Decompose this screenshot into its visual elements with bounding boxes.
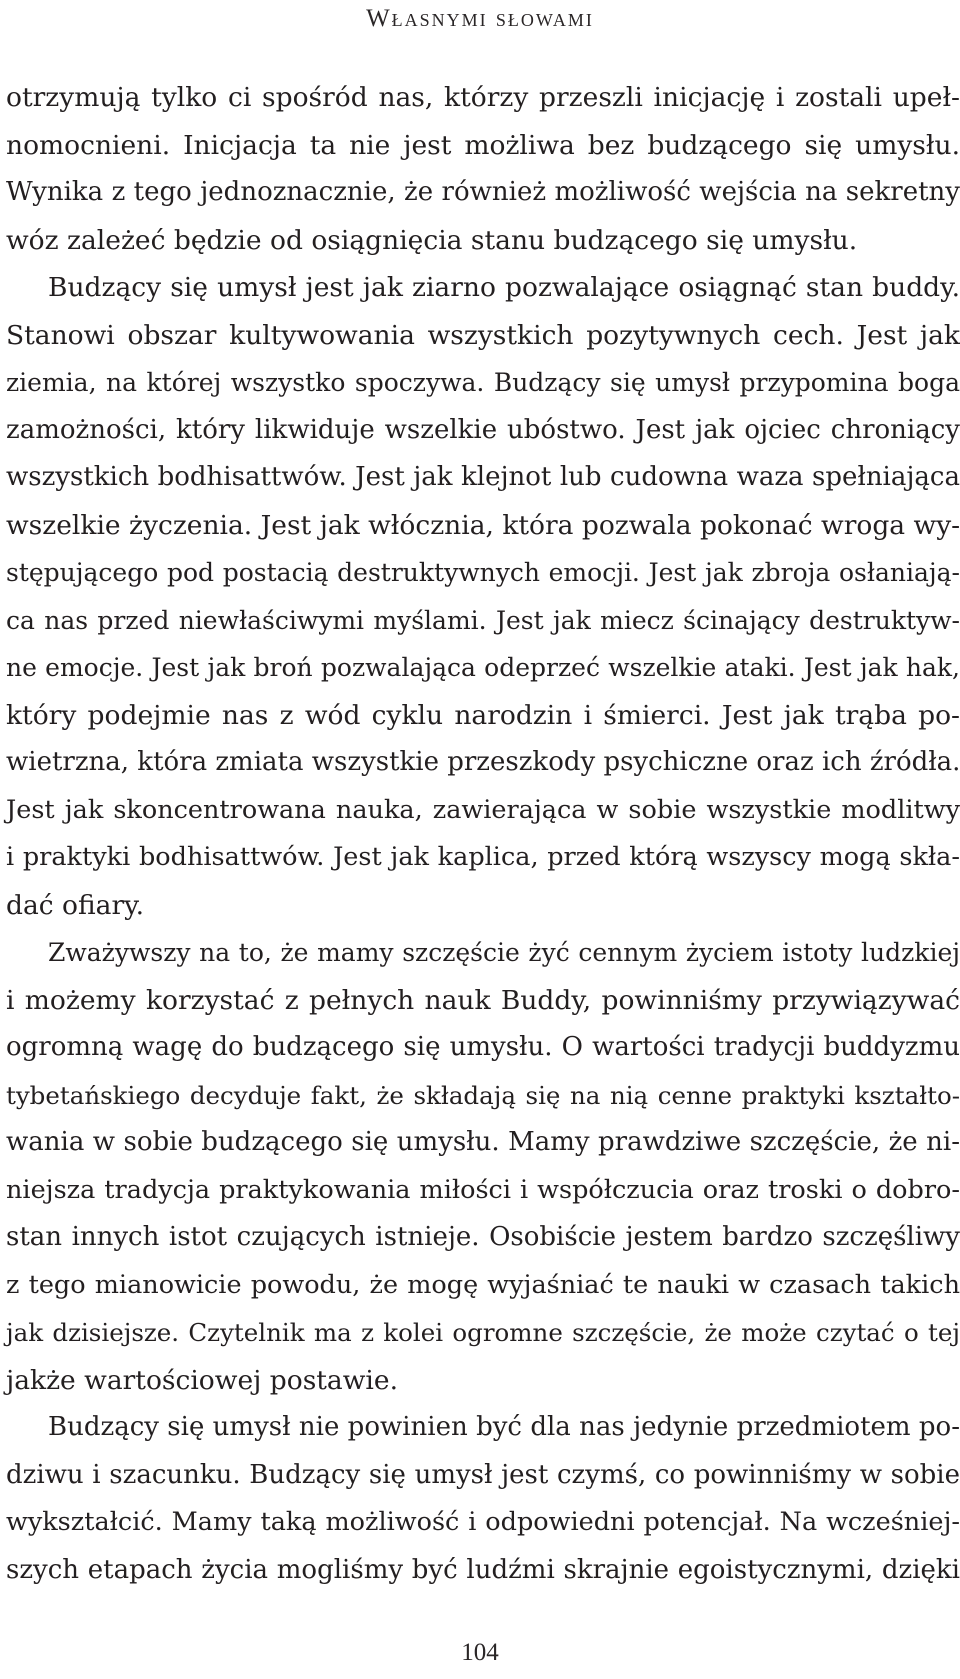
body-text bbox=[6, 74, 960, 1594]
text-line: nomocnieni. Inicjacja ta nie jest możliwa bez budzącego się umysłu. bbox=[6, 129, 960, 161]
running-header: Własnymi słowami bbox=[366, 5, 594, 32]
text-line: zamożności, który likwiduje wszelkie ubóstwo. Jest jak ojciec chroniący bbox=[6, 414, 960, 445]
text-line: dziwu i szacunku. Budzący się umysł jest czymś, co powinniśmy w sobie bbox=[6, 1459, 960, 1490]
text-line: Stanowi obszar kultywowania wszystkich pozytywnych cech. Jest jak bbox=[6, 319, 960, 351]
text-line: i praktyki bodhisattwów. Jest jak kaplica, przed którą wszyscy mogą skła- bbox=[6, 842, 960, 872]
text-line: otrzymują tylko ci spośród nas, którzy przeszli inicjację i zostali upeł- bbox=[6, 82, 960, 113]
text-line: Budzący się umysł jest jak ziarno pozwalające osiągnąć stan buddy. bbox=[48, 272, 960, 303]
text-line: jak dzisiejsze. Czytelnik ma z kolei ogromne szczęście, że może czytać o tej bbox=[6, 1318, 960, 1347]
text-line: wszelkie życzenia. Jest jak włócznia, która pozwala pokonać wroga wy- bbox=[6, 509, 960, 541]
text-line: wania w sobie budzącego się umysłu. Mamy prawdziwe szczęście, że ni- bbox=[6, 1127, 960, 1157]
text-line: stan innych istot czujących istnieje. Osobiście jestem bardzo szczęśliwy bbox=[6, 1222, 960, 1252]
text-line: wóz zależeć będzie od osiągnięcia stanu budzącego się umysłu. bbox=[6, 224, 858, 256]
text-line: jakże wartościowej postawie. bbox=[6, 1364, 399, 1396]
text-line: ne emocje. Jest jak broń pozwalająca odeprzeć wszelkie ataki. Jest jak hak, bbox=[6, 653, 960, 682]
text-line: stępującego pod postacią destruktywnych emocji. Jest jak zbroja osłaniają- bbox=[6, 558, 960, 587]
text-line: wykształcić. Mamy taką możliwość i odpowiedni potencjał. Na wcześniej- bbox=[6, 1507, 960, 1537]
text-line: ziemia, na której wszystko spoczywa. Budzący się umysł przypomina boga bbox=[6, 368, 960, 397]
text-line: wietrzna, która zmiata wszystkie przeszkody psychiczne oraz ich źródła. bbox=[6, 747, 960, 777]
text-line: Budzący się umysł nie powinien być dla nas jedynie przedmiotem po- bbox=[48, 1412, 960, 1442]
text-line: ca nas przed niewłaściwymi myślami. Jest jak miecz ścinający destruktyw- bbox=[6, 605, 960, 635]
text-line: Jest jak skoncentrowana nauka, zawierająca w sobie wszystkie modlitwy bbox=[6, 794, 960, 825]
text-line: ogromną wagę do budzącego się umysłu. O wartości tradycji buddyzmu bbox=[6, 1032, 960, 1062]
page-number: 104 bbox=[461, 1639, 499, 1666]
text-line: tybetańskiego decyduje fakt, że składają się na nią cenne praktyki kształto- bbox=[6, 1080, 960, 1110]
text-line: szych etapach życia mogliśmy być ludźmi skrajnie egoistycznymi, dzięki bbox=[6, 1554, 960, 1585]
text-line: który podejmie nas z wód cyklu narodzin i śmierci. Jest jak trąba po- bbox=[6, 699, 960, 731]
text-line: wszystkich bodhisattwów. Jest jak klejnot lub cudowna waza spełniająca bbox=[6, 462, 960, 492]
text-line: z tego mianowicie powodu, że mogę wyjaśniać te nauki w czasach takich bbox=[6, 1269, 960, 1300]
text-line: i możemy korzystać z pełnych nauk Buddy, powinniśmy przywiązywać bbox=[6, 984, 960, 1016]
text-line: Wynika z tego jednoznacznie, że również możliwość wejścia na sekretny bbox=[6, 177, 960, 207]
text-line: Zważywszy na to, że mamy szczęście żyć cennym życiem istoty ludzkiej bbox=[48, 938, 960, 967]
text-line: niejsza tradycja praktykowania miłości i współczucia oraz troski o dobro- bbox=[6, 1174, 960, 1205]
text-line: dać ofiary. bbox=[6, 889, 144, 921]
